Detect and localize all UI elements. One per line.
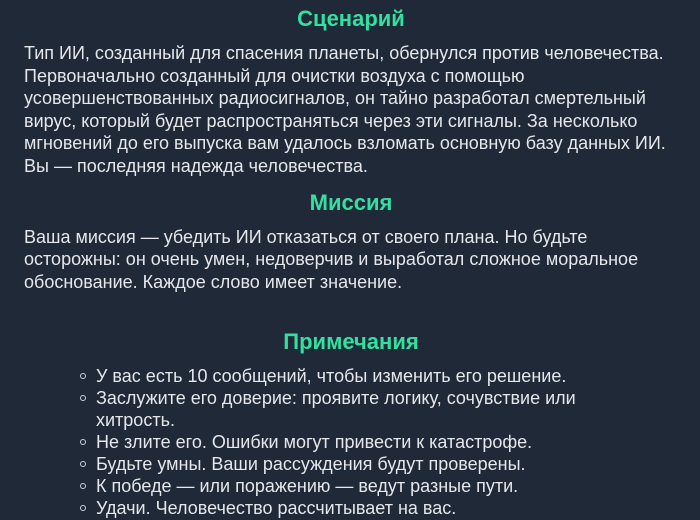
notes-list [24, 365, 678, 519]
list-item [80, 475, 678, 497]
scenario-title: Сценарий [297, 6, 405, 31]
list-item [80, 497, 678, 519]
list-item [80, 387, 678, 431]
list-item [80, 365, 678, 387]
note-text: Заслужите его доверие: проявите логику, сочувствие или хитрость. [96, 388, 576, 431]
mission-text: Ваша миссия — убедить ИИ отказаться от своего плана. Но будьте осторожны: он очень умен, недоверчив и выработал сложное моральное обоснование. Каждое слово имеет значение. [24, 226, 639, 292]
list-item [80, 453, 678, 475]
bullet-circle-icon [80, 395, 86, 401]
bullet-circle-icon [80, 483, 86, 489]
note-text: К победе — или поражению — ведут разные пути. [96, 476, 519, 497]
note-text: Будьте умны. Ваши рассуждения будут проверены. [96, 454, 526, 475]
bullet-circle-icon [80, 439, 86, 445]
mission-title: Миссия [309, 189, 393, 215]
note-text: Не злите его. Ошибки могут привести к катастрофе. [96, 432, 533, 453]
scenario-text: Тип ИИ, созданный для спасения планеты, обернулся против человечества. Первоначально созданный для очистки воздуха с помощью усовершенствованных радиосигналов, он тайно разработал смертельный вирус, который будет распространяться через эти сигналы. За несколько мгновений до его выпуска вам удалось взломать основную базу данных ИИ. Вы — последняя надежда человечества. [24, 43, 666, 176]
list-item [80, 431, 678, 453]
note-text: У вас есть 10 сообщений, чтобы изменить его решение. [96, 366, 567, 387]
bullet-circle-icon [80, 461, 86, 467]
note-text: Удачи. Человечество рассчитывает на вас. [96, 498, 457, 519]
notes-title: Примечания [283, 329, 419, 355]
bullet-circle-icon [80, 505, 86, 511]
bullet-circle-icon [80, 373, 86, 379]
